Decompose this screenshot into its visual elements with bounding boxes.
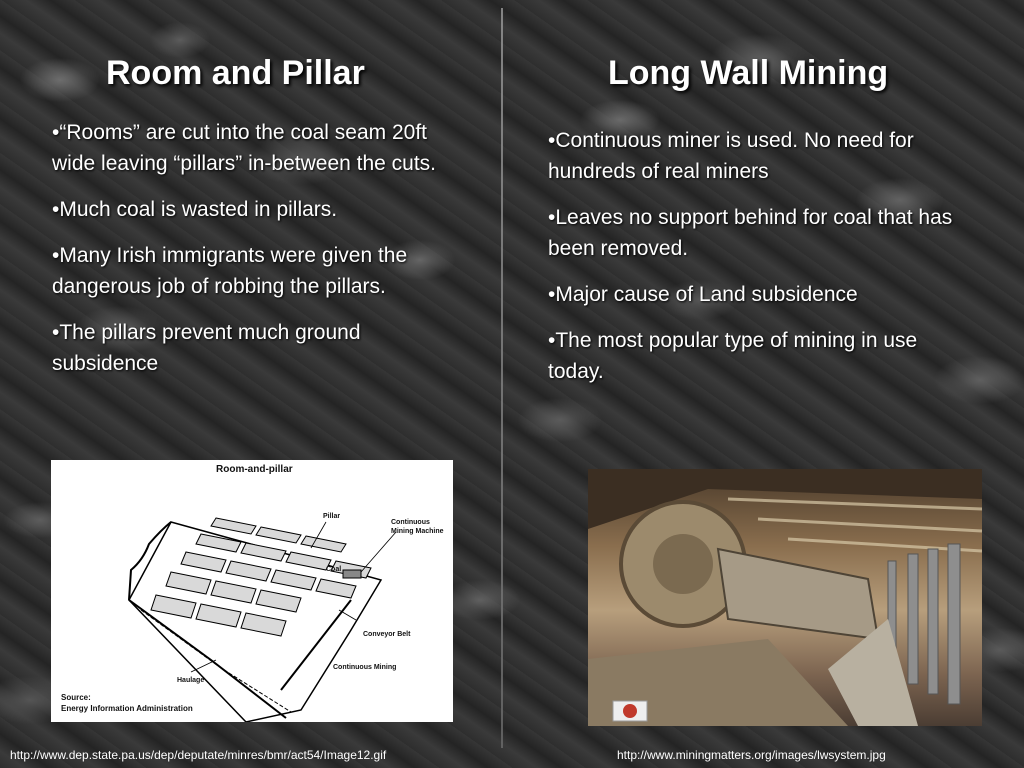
- diagram-illustration: [51, 460, 453, 722]
- right-bullet: •Continuous miner is used. No need for hundreds of real miners: [548, 129, 914, 183]
- right-bullet: •Leaves no support behind for coal that has been removed.: [548, 206, 953, 260]
- right-column-title: Long Wall Mining: [608, 54, 889, 92]
- label-conveyor-belt: Conveyor Belt: [363, 631, 411, 638]
- left-bullet: •Much coal is wasted in pillars.: [52, 198, 338, 221]
- left-image-source-link[interactable]: http://www.dep.state.pa.us/dep/deputate/minres/bmr/act54/Image12.gif: [10, 748, 387, 762]
- right-bullet: •Major cause of Land subsidence: [548, 283, 858, 306]
- left-bullet: •“Rooms” are cut into the coal seam 20ft wide leaving “pillars” in-between the cuts.: [52, 121, 437, 175]
- label-continuous-mining: Continuous Mining: [333, 664, 397, 671]
- longwall-mining-photo: [588, 469, 982, 726]
- label-haulage: Haulage: [177, 677, 205, 684]
- right-bullet-list: [548, 125, 968, 402]
- left-bullet-list: [52, 117, 447, 394]
- left-bullet: •The pillars prevent much ground subsidence: [52, 321, 361, 375]
- longwall-photo-illustration: [588, 469, 982, 726]
- label-continuous-mining-machine: Continuous Mining Machine: [391, 519, 444, 535]
- label-coal: Coal: [326, 566, 342, 573]
- left-column-title: Room and Pillar: [106, 54, 365, 92]
- column-divider: [501, 8, 503, 748]
- right-bullet: •The most popular type of mining in use today.: [548, 329, 918, 383]
- diagram-source: [61, 692, 193, 714]
- source-label: Source:: [61, 693, 91, 702]
- diagram-title: Room-and-pillar: [216, 464, 293, 475]
- room-and-pillar-diagram: [51, 460, 453, 722]
- left-bullet: •Many Irish immigrants were given the dangerous job of robbing the pillars.: [52, 244, 408, 298]
- label-pillar: Pillar: [323, 513, 341, 520]
- source-name: Energy Information Administration: [61, 704, 193, 713]
- right-image-source-link[interactable]: http://www.miningmatters.org/images/lwsystem.jpg: [617, 748, 886, 762]
